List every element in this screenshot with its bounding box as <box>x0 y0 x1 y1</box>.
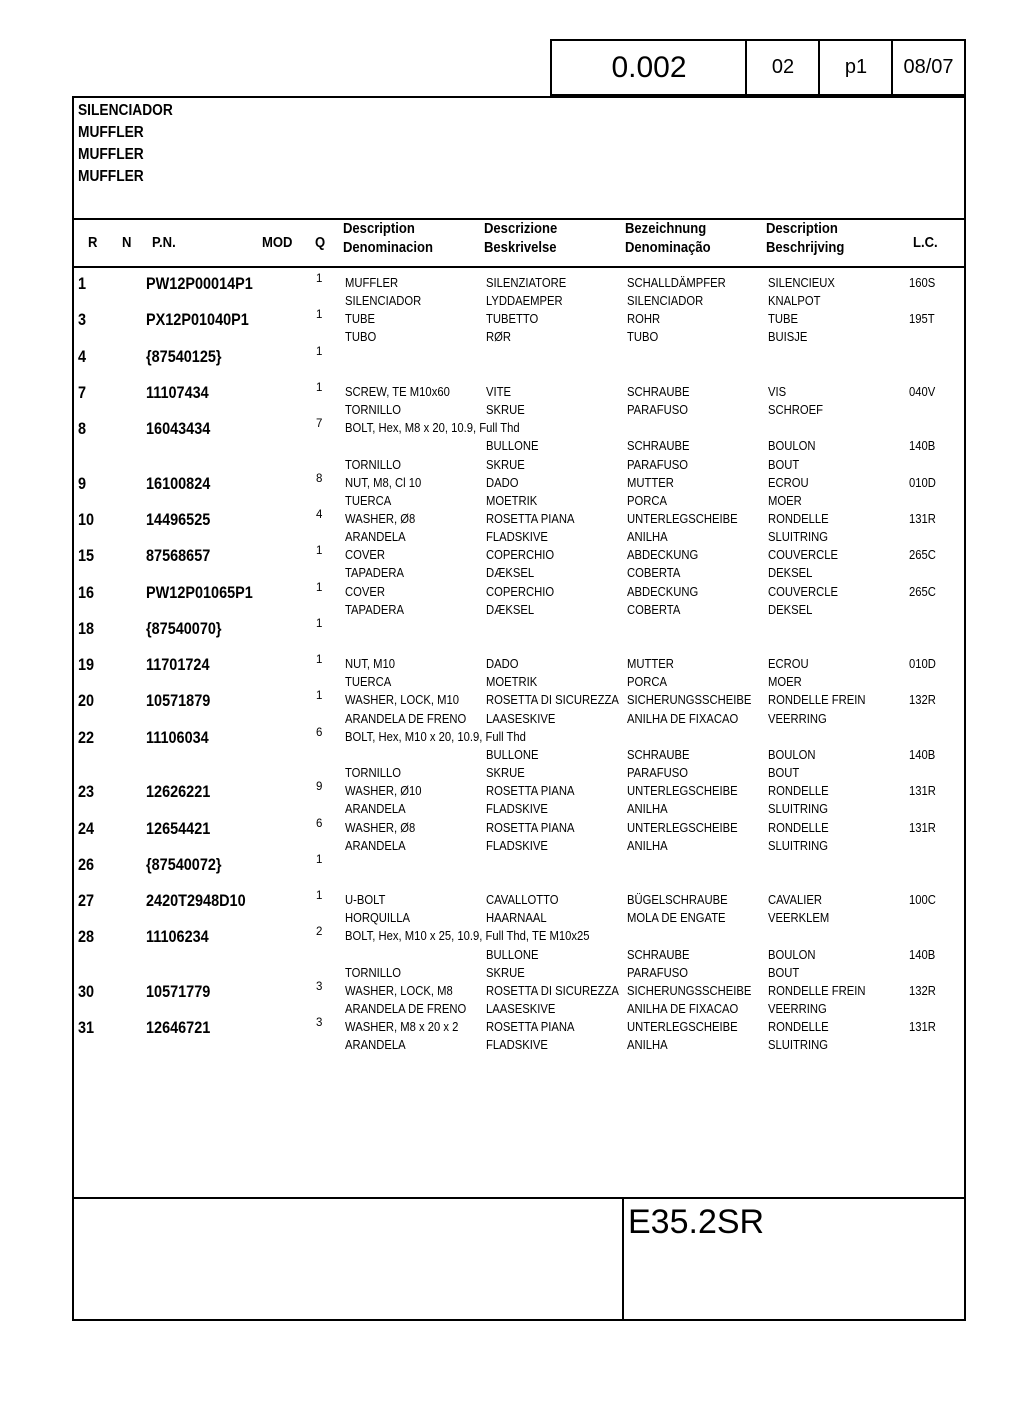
desc-fr-nl: COUVERCLE <box>768 548 839 563</box>
row-number: 7 <box>78 382 87 402</box>
desc-it-da: BULLONE <box>486 947 539 962</box>
quantity: 1 <box>316 690 323 703</box>
row-number: 15 <box>78 546 95 566</box>
table-row <box>72 602 966 620</box>
desc-fr-nl: BOULON <box>768 439 816 454</box>
desc-it-da: DÆKSEL <box>486 566 535 581</box>
row-number: 3 <box>78 310 87 330</box>
desc-en-es: NUT, M8, Cl 10 <box>345 475 422 490</box>
table-row <box>72 329 966 347</box>
desc-it-da: SKRUE <box>486 403 525 418</box>
col-mod: MOD <box>262 235 293 251</box>
desc-it-da: LAASESKIVE <box>486 1002 556 1016</box>
revision-date: 08/07 <box>891 39 966 96</box>
table-row <box>72 1001 966 1019</box>
desc-fr-nl: BUISJE <box>768 330 808 345</box>
lc-code: 010D <box>909 475 936 490</box>
desc-it-da: LYDDAEMPER <box>486 294 563 309</box>
desc-en-es: TORNILLO <box>345 403 402 418</box>
desc-en-es: TUERCA <box>345 493 392 508</box>
table-row <box>72 656 966 674</box>
desc-fr-nl: MOER <box>768 493 802 508</box>
desc-en-es: U-BOLT <box>345 893 386 908</box>
desc-it-da: SILENZIATORE <box>486 276 567 290</box>
table-row <box>72 947 966 965</box>
part-number: {87540072} <box>146 854 222 874</box>
table-row <box>72 874 966 892</box>
desc-de-pt: MUTTER <box>627 475 674 490</box>
table-row <box>72 910 966 928</box>
desc-it-da: COPERCHIO <box>486 584 555 599</box>
page-number: p1 <box>818 39 892 96</box>
quantity: 1 <box>316 890 323 903</box>
desc-fr-nl: SCHROEF <box>768 403 824 418</box>
part-number: 10571879 <box>146 691 211 711</box>
lc-code: 100C <box>909 893 936 908</box>
part-number: {87540125} <box>146 346 222 366</box>
lc-code: 131R <box>909 820 936 835</box>
part-number: PW12P00014P1 <box>146 274 253 293</box>
desc-de-pt: ANILHA <box>627 530 668 545</box>
quantity: 2 <box>316 926 323 939</box>
desc-en-es: WASHER, Ø8 <box>345 511 416 526</box>
desc-en-es: TAPADERA <box>345 566 404 581</box>
desc-de-pt: SICHERUNGSSCHEIBE <box>627 983 752 998</box>
lc-code: 132R <box>909 693 936 708</box>
lc-code: 195T <box>909 312 935 327</box>
desc-en-es: ARANDELA <box>345 838 406 853</box>
desc-fr-nl: RONDELLE <box>768 1020 829 1035</box>
desc-de-pt: SCHRAUBE <box>627 947 690 962</box>
desc-fr-nl: DEKSEL <box>768 602 813 617</box>
table-row <box>72 311 966 329</box>
desc-fr-nl: CAVALIER <box>768 893 822 908</box>
part-number: 2420T2948D10 <box>146 891 246 911</box>
part-number: 16043434 <box>146 419 211 439</box>
desc-fr-nl: RONDELLE FREIN <box>768 983 866 998</box>
desc-fr-nl: BOULON <box>768 747 816 762</box>
desc-de-pt: SCHRAUBE <box>627 439 690 454</box>
section-number: 02 <box>745 39 819 96</box>
table-row <box>72 801 966 819</box>
desc-de-pt: ANILHA <box>627 802 668 817</box>
quantity: 7 <box>316 418 323 431</box>
row-number: 9 <box>78 473 87 493</box>
lc-code: 132R <box>909 983 936 998</box>
title-line-3: MUFFLER <box>78 168 144 185</box>
desc-de-pt: ANILHA DE FIXACAO <box>627 1002 739 1016</box>
desc-en-es: ARANDELA <box>345 802 406 817</box>
desc-de-pt: PARAFUSO <box>627 766 689 781</box>
desc-en-es: TUBO <box>345 330 377 345</box>
desc-it-da: SKRUE <box>486 965 525 980</box>
row-number: 24 <box>78 818 95 838</box>
desc-it-da: FLADSKIVE <box>486 530 548 545</box>
part-number: 12626221 <box>146 782 211 802</box>
doc-number: 0.002 <box>550 39 746 96</box>
row-number: 8 <box>78 419 87 439</box>
desc-de-pt: UNTERLEGSCHEIBE <box>627 1020 738 1035</box>
desc-en-es: WASHER, LOCK, M8 <box>345 983 453 998</box>
lc-code: 131R <box>909 784 936 799</box>
table-row <box>72 493 966 511</box>
desc-de-pt: PARAFUSO <box>627 403 689 418</box>
quantity: 3 <box>316 1017 323 1030</box>
desc-de-pt: SCHRAUBE <box>627 384 690 399</box>
desc-de-pt: SCHRAUBE <box>627 747 690 762</box>
quantity: 3 <box>316 980 323 993</box>
desc-it-da: CAVALLOTTO <box>486 893 559 908</box>
table-row <box>72 508 966 529</box>
row-number: 19 <box>78 655 95 675</box>
desc-fr-nl: SLUITRING <box>768 530 829 545</box>
table-row <box>72 1037 966 1055</box>
lc-code: 131R <box>909 1020 936 1035</box>
desc-fr-nl: BOULON <box>768 947 816 962</box>
desc-de-pt: PARAFUSO <box>627 965 689 980</box>
lc-code: 265C <box>909 584 936 599</box>
desc-en-es: ARANDELA <box>345 530 406 545</box>
desc-fr-nl: SILENCIEUX <box>768 276 835 290</box>
table-row <box>72 980 966 1001</box>
table-row <box>72 965 966 983</box>
desc-en-es: SCREW, TE M10x60 <box>345 384 450 399</box>
table-row <box>72 345 966 366</box>
table-row <box>72 692 966 710</box>
desc-fr-nl: ECROU <box>768 475 809 490</box>
title-line-es: SILENCIADOR <box>78 102 173 119</box>
quantity: 6 <box>316 817 323 830</box>
desc-en-es: TUBE <box>345 312 376 327</box>
desc-en-es: HORQUILLA <box>345 911 411 926</box>
lc-code: 160S <box>909 276 936 290</box>
quantity: 4 <box>316 508 323 521</box>
part-number: 11106234 <box>146 927 209 947</box>
table-row <box>72 381 966 402</box>
quantity: 1 <box>316 381 323 394</box>
desc-it-da: TUBETTO <box>486 312 539 327</box>
desc-en-es: WASHER, Ø8 <box>345 820 416 835</box>
quantity: 1 <box>316 273 323 285</box>
row-number: 30 <box>78 981 95 1001</box>
row-number: 20 <box>78 691 95 711</box>
desc-en-es: TORNILLO <box>345 766 402 781</box>
desc-en-es: COVER <box>345 584 386 599</box>
table-row <box>72 366 966 384</box>
col-lc: L.C. <box>913 235 938 251</box>
table-row <box>72 420 966 438</box>
table-row <box>72 853 966 874</box>
header-top-rule <box>72 218 966 220</box>
desc-fr-nl: SLUITRING <box>768 802 829 817</box>
desc-de-pt: UNTERLEGSCHEIBE <box>627 820 738 835</box>
row-number: 16 <box>78 582 95 602</box>
table-row <box>72 1019 966 1037</box>
desc-de-pt: UNTERLEGSCHEIBE <box>627 511 738 526</box>
desc-de-pt: ANILHA DE FIXACAO <box>627 711 739 726</box>
table-row <box>72 529 966 547</box>
desc-en-es: ARANDELA DE FRENO <box>345 1002 467 1016</box>
title-line-2: MUFFLER <box>78 146 144 163</box>
quantity: 9 <box>316 781 323 794</box>
desc-it-da: FLADSKIVE <box>486 838 548 853</box>
desc-de-pt: ROHR <box>627 312 661 327</box>
col-desc4-bottom: Beschrijving <box>766 240 845 256</box>
desc-it-da: LAASESKIVE <box>486 711 556 726</box>
desc-fr-nl: KNALPOT <box>768 294 821 309</box>
desc-it-da: SKRUE <box>486 766 525 781</box>
desc-de-pt: COBERTA <box>627 566 681 581</box>
col-desc3-bottom: Denominação <box>625 240 711 256</box>
desc-de-pt: SILENCIADOR <box>627 294 704 309</box>
table-row <box>72 438 966 456</box>
desc-it-da: BULLONE <box>486 439 539 454</box>
desc-de-pt: PORCA <box>627 493 668 508</box>
desc-it-da: ROSETTA PIANA <box>486 511 575 526</box>
desc-it-da: VITE <box>486 384 512 399</box>
col-r: R <box>88 235 98 251</box>
desc-en-es: MUFFLER <box>345 276 399 290</box>
part-number: {87540070} <box>146 618 222 638</box>
part-number: 11107434 <box>146 382 209 402</box>
table-row <box>72 581 966 602</box>
col-desc1-bottom: Denominacion <box>343 240 433 256</box>
desc-en-es: WASHER, Ø10 <box>345 784 422 799</box>
desc-fr-nl: SLUITRING <box>768 838 829 853</box>
desc-en-es: NUT, M10 <box>345 657 396 672</box>
col-desc1-top: Description <box>343 221 415 237</box>
part-number: PW12P01065P1 <box>146 582 253 602</box>
desc-en-es: TORNILLO <box>345 457 402 472</box>
desc-fr-nl: VEERKLEM <box>768 911 830 926</box>
quantity: 1 <box>316 545 323 558</box>
desc-it-da: ROSETTA DI SICUREZZA <box>486 983 619 998</box>
table-row <box>72 547 966 565</box>
part-number: 87568657 <box>146 546 211 566</box>
desc-en-es: WASHER, M8 x 20 x 2 <box>345 1020 459 1035</box>
table-row <box>72 747 966 765</box>
desc-fr-nl: VIS <box>768 384 787 399</box>
desc-en-es: TORNILLO <box>345 965 402 980</box>
desc-it-da: FLADSKIVE <box>486 1038 548 1053</box>
desc-en-es: TUERCA <box>345 675 392 690</box>
desc-it-da: ROSETTA PIANA <box>486 1020 575 1035</box>
desc-it-da: MOETRIK <box>486 675 538 690</box>
col-pn: P.N. <box>152 235 176 251</box>
lc-code: 140B <box>909 747 936 762</box>
footer-divider <box>622 1197 624 1321</box>
row-number: 4 <box>78 346 87 366</box>
lc-code: 265C <box>909 548 936 563</box>
lc-code: 040V <box>909 384 936 399</box>
desc-de-pt: ABDECKUNG <box>627 584 699 599</box>
desc-de-pt: UNTERLEGSCHEIBE <box>627 784 738 799</box>
table-row <box>72 275 966 293</box>
quantity: 6 <box>316 726 323 739</box>
table-row <box>72 674 966 692</box>
desc-de-pt: BÜGELSCHRAUBE <box>627 893 728 908</box>
lc-code: 010D <box>909 657 936 672</box>
table-row <box>72 457 966 475</box>
title-line-en: MUFFLER <box>78 124 144 141</box>
col-desc4-top: Description <box>766 221 838 237</box>
lc-code: 140B <box>909 439 936 454</box>
desc-it-da: FLADSKIVE <box>486 802 548 817</box>
desc-fr-nl: VEERRING <box>768 711 827 726</box>
table-row <box>72 638 966 656</box>
row-number: 22 <box>78 727 95 747</box>
desc-de-pt: MOLA DE ENGATE <box>627 911 726 926</box>
header-bottom-rule <box>72 266 966 268</box>
row-number: 1 <box>78 274 87 293</box>
table-row <box>72 817 966 838</box>
desc-de-pt: SICHERUNGSSCHEIBE <box>627 693 752 708</box>
col-q: Q <box>315 235 326 251</box>
part-number: 10571779 <box>146 981 211 1001</box>
row-number: 27 <box>78 891 95 911</box>
quantity: 1 <box>316 654 323 667</box>
part-number: 16100824 <box>146 473 211 493</box>
desc-fr-nl: RONDELLE <box>768 820 829 835</box>
table-row <box>72 617 966 638</box>
row-number: 28 <box>78 927 95 947</box>
part-number: 14496525 <box>146 509 211 529</box>
desc-fr-nl: TUBE <box>768 312 799 327</box>
desc-de-pt: ANILHA <box>627 1038 668 1053</box>
table-row <box>72 928 966 946</box>
desc-fr-nl: BOUT <box>768 766 800 781</box>
desc-en-es: SILENCIADOR <box>345 294 422 309</box>
part-number: 12646721 <box>146 1018 211 1038</box>
desc-de-pt: PARAFUSO <box>627 457 689 472</box>
table-row <box>72 402 966 420</box>
table-row <box>72 293 966 311</box>
desc-it-da: DADO <box>486 475 519 490</box>
desc-it-da: SKRUE <box>486 457 525 472</box>
desc-it-da: MOETRIK <box>486 493 538 508</box>
desc-en-es: ARANDELA DE FRENO <box>345 711 467 726</box>
desc-en-es: BOLT, Hex, M8 x 20, 10.9, Full Thd <box>345 421 520 436</box>
row-number: 18 <box>78 618 95 638</box>
col-desc3-top: Bezeichnung <box>625 221 707 237</box>
desc-it-da: DÆKSEL <box>486 602 535 617</box>
desc-fr-nl: ECROU <box>768 657 809 672</box>
lc-code: 131R <box>909 511 936 526</box>
table-row <box>72 783 966 801</box>
desc-fr-nl: BOUT <box>768 457 800 472</box>
desc-fr-nl: SLUITRING <box>768 1038 829 1053</box>
table-row <box>72 565 966 583</box>
quantity: 8 <box>316 472 323 485</box>
model-code: E35.2SR <box>628 1203 765 1241</box>
desc-fr-nl: RONDELLE <box>768 511 829 526</box>
quantity: 1 <box>316 853 323 866</box>
table-row <box>72 726 966 747</box>
desc-fr-nl: DEKSEL <box>768 566 813 581</box>
desc-en-es: COVER <box>345 548 386 563</box>
part-number: 11106034 <box>146 727 209 747</box>
row-number: 31 <box>78 1018 95 1038</box>
desc-en-es: ARANDELA <box>345 1038 406 1053</box>
row-number: 26 <box>78 854 95 874</box>
desc-it-da: ROSETTA PIANA <box>486 820 575 835</box>
table-row <box>72 711 966 729</box>
desc-de-pt: SCHALLDÄMPFER <box>627 276 726 290</box>
desc-de-pt: ABDECKUNG <box>627 548 699 563</box>
col-desc2-bottom: Beskrivelse <box>484 240 557 256</box>
part-number: 11701724 <box>146 655 210 675</box>
quantity: 1 <box>316 581 323 594</box>
desc-fr-nl: COUVERCLE <box>768 584 839 599</box>
table-row <box>72 838 966 856</box>
desc-fr-nl: RONDELLE <box>768 784 829 799</box>
desc-it-da: BULLONE <box>486 747 539 762</box>
desc-it-da: RØR <box>486 330 512 345</box>
desc-en-es: TAPADERA <box>345 602 404 617</box>
desc-fr-nl: VEERRING <box>768 1002 827 1016</box>
footer-top-rule <box>72 1197 966 1199</box>
desc-fr-nl: BOUT <box>768 965 800 980</box>
quantity: 1 <box>316 617 323 630</box>
quantity: 1 <box>316 345 323 358</box>
desc-en-es: BOLT, Hex, M10 x 20, 10.9, Full Thd <box>345 729 526 744</box>
desc-de-pt: MUTTER <box>627 657 674 672</box>
table-row <box>72 472 966 493</box>
desc-it-da: COPERCHIO <box>486 548 555 563</box>
quantity: 1 <box>316 309 323 322</box>
col-desc2-top: Descrizione <box>484 221 558 237</box>
desc-fr-nl: RONDELLE FREIN <box>768 693 866 708</box>
desc-it-da: ROSETTA PIANA <box>486 784 575 799</box>
desc-de-pt: ANILHA <box>627 838 668 853</box>
desc-it-da: DADO <box>486 657 519 672</box>
desc-de-pt: COBERTA <box>627 602 681 617</box>
table-row <box>72 765 966 783</box>
desc-it-da: ROSETTA DI SICUREZZA <box>486 693 619 708</box>
desc-fr-nl: MOER <box>768 675 802 690</box>
table-row <box>72 892 966 910</box>
part-number: 12654421 <box>146 818 211 838</box>
desc-en-es: BOLT, Hex, M10 x 25, 10.9, Full Thd, TE M10x25 <box>345 929 590 944</box>
desc-de-pt: PORCA <box>627 675 668 690</box>
desc-it-da: HAARNAAL <box>486 911 547 926</box>
desc-en-es: WASHER, LOCK, M10 <box>345 693 459 708</box>
row-number: 23 <box>78 782 95 802</box>
lc-code: 140B <box>909 947 936 962</box>
col-n: N <box>122 235 132 251</box>
row-number: 10 <box>78 509 95 529</box>
desc-de-pt: TUBO <box>627 330 659 345</box>
part-number: PX12P01040P1 <box>146 310 249 330</box>
